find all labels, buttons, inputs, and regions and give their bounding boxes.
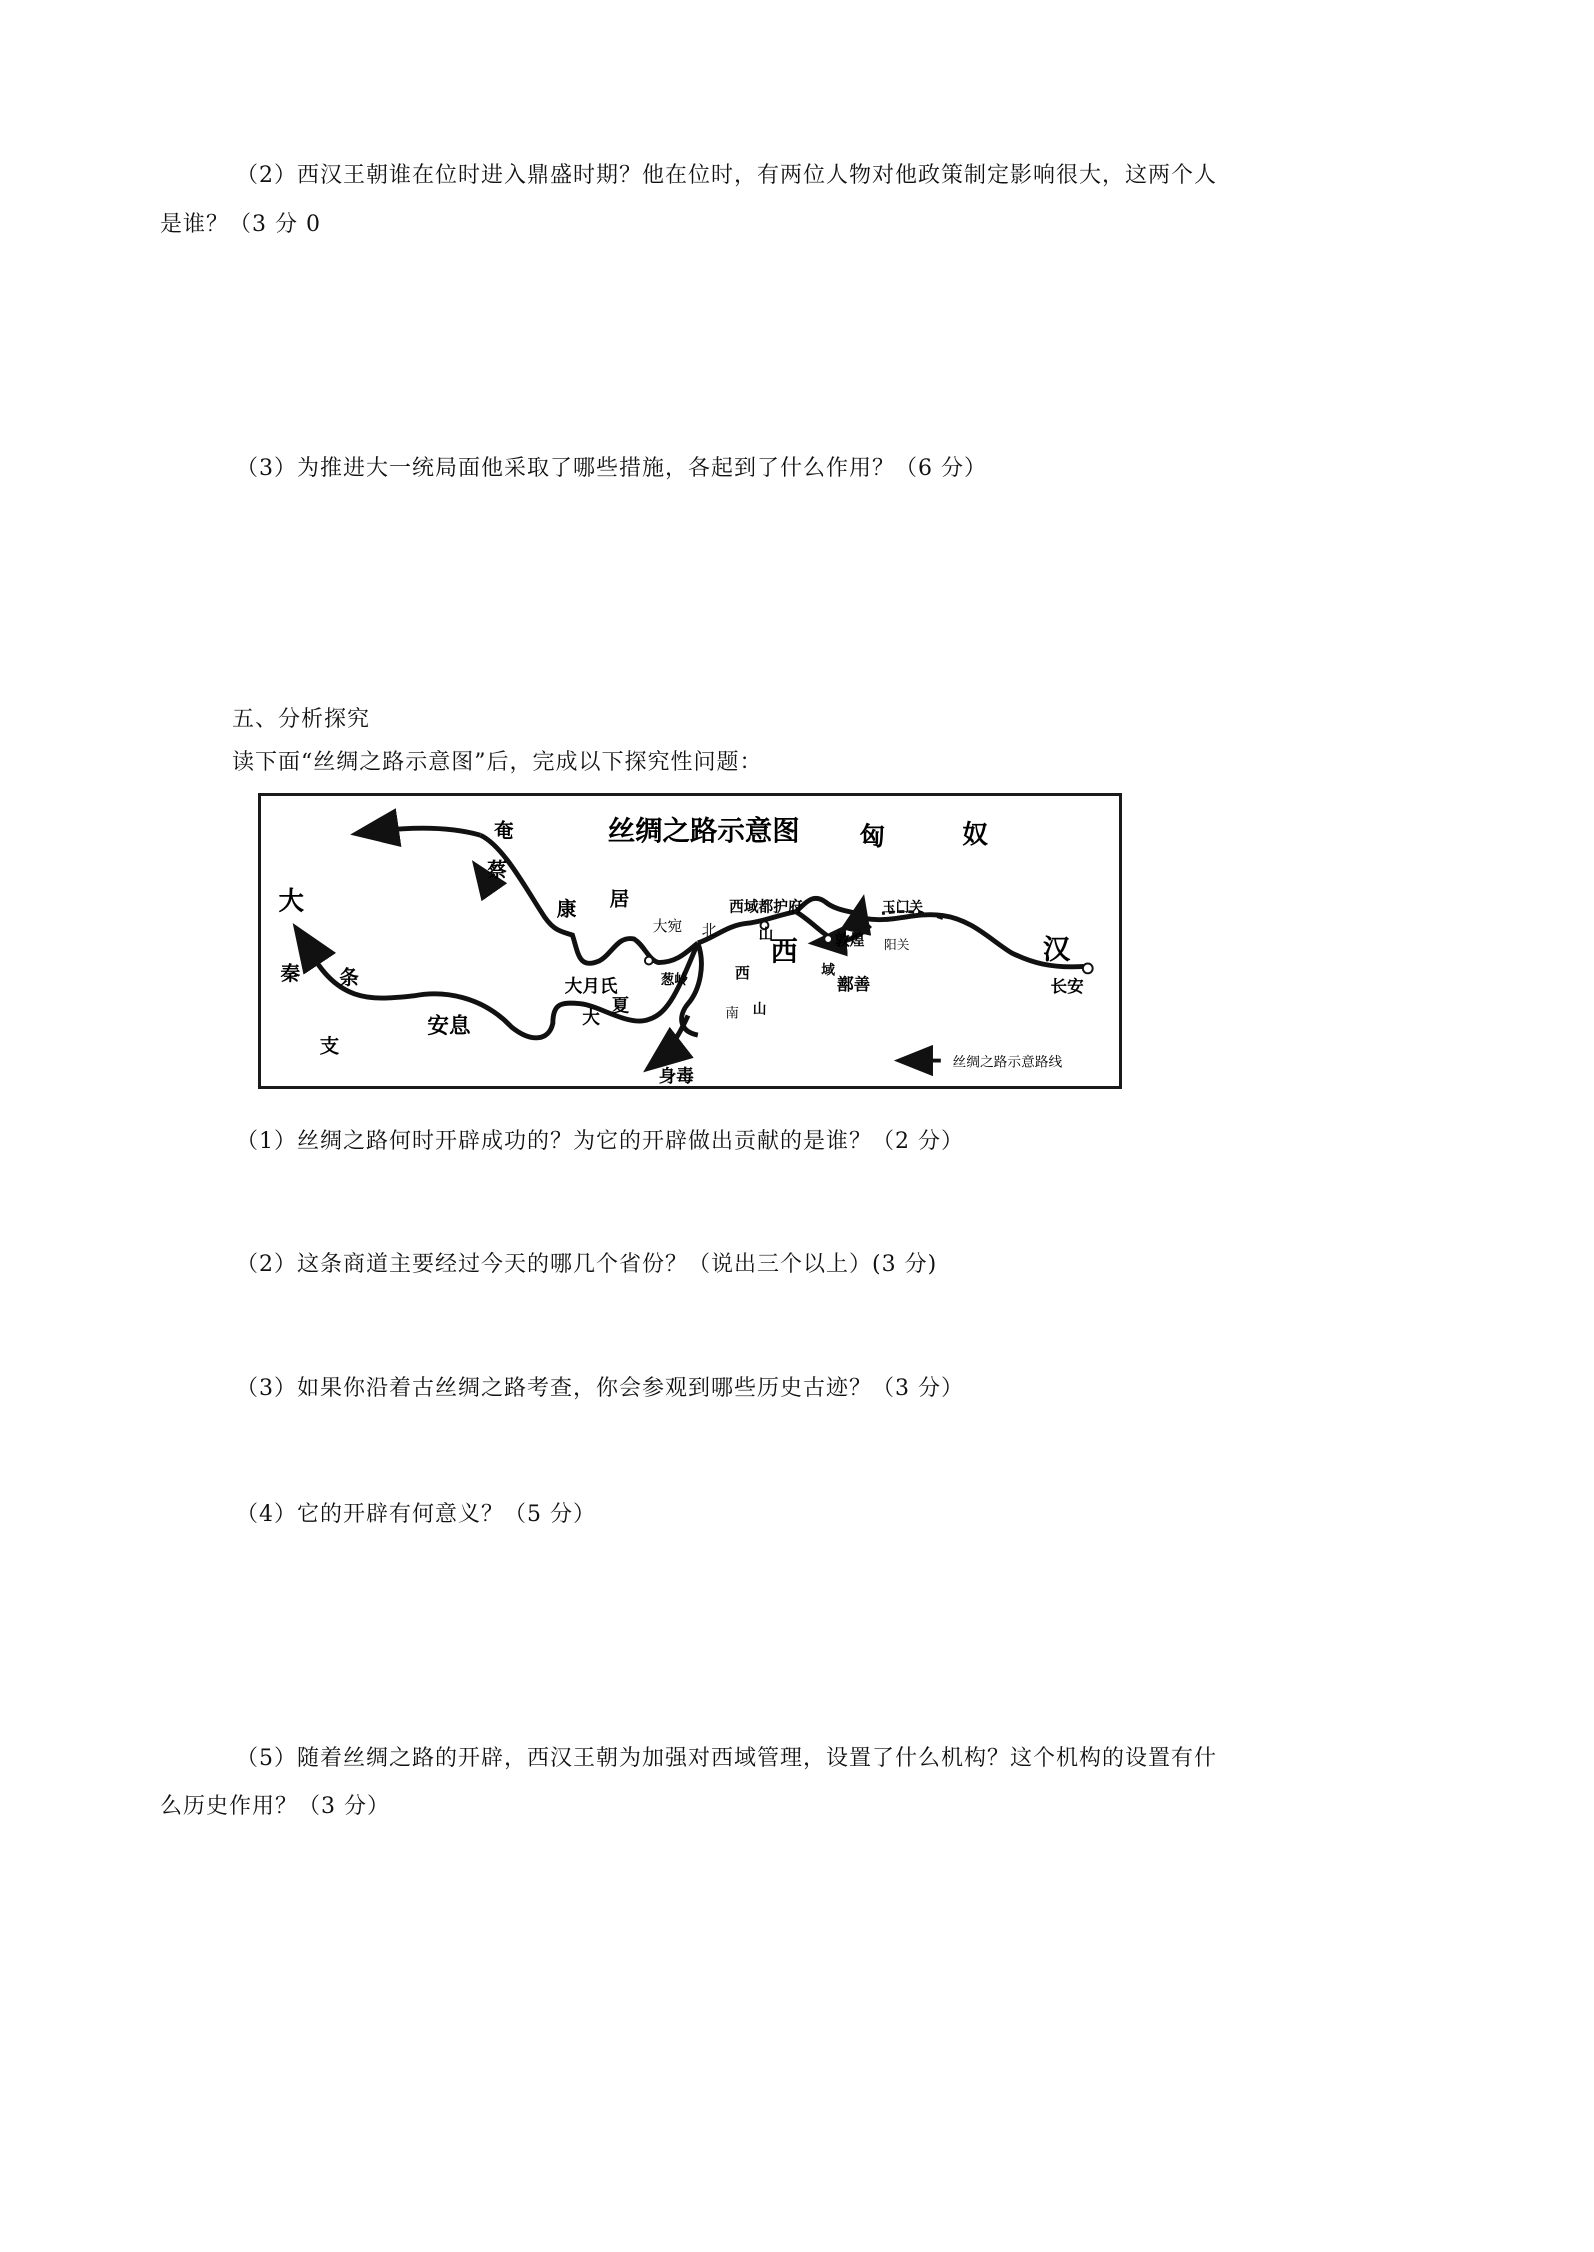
question-2-line-2: 是谁？（3 分 0: [160, 212, 321, 237]
label-da-qin-1: 大: [278, 886, 304, 917]
question-2-line-1: （2）西汉王朝谁在位时进入鼎盛时期？他在位时，有两位人物对他政策制定影响很大，这两个人: [236, 163, 1218, 188]
sub-question-5-line-1: （5）随着丝绸之路的开辟，西汉王朝为加强对西域管理，设置了什么机构？这个机构的设置有什: [236, 1746, 1218, 1771]
label-zhi: 支: [319, 1034, 340, 1058]
route-north-middle: [480, 835, 698, 963]
label-xiyu-duhu: 西域都护府: [729, 898, 803, 916]
legend-text: 丝绸之路示意路线: [952, 1054, 1063, 1071]
label-shan: 山: [758, 926, 774, 944]
label-anxi: 安息: [427, 1014, 471, 1040]
label-dayuan: 大宛: [652, 918, 683, 936]
label-yu: 域: [821, 962, 835, 979]
label-yangguan: 阳关: [883, 937, 910, 953]
label-changan: 长安: [1050, 976, 1084, 996]
section-heading: 五、分析探究: [232, 707, 371, 732]
label-han: 汉: [1042, 934, 1071, 966]
label-yan: 奄: [494, 819, 514, 843]
label-shanshan: 鄯善: [836, 974, 871, 994]
label-nan-shan: 山: [752, 1001, 767, 1018]
label-kang: 康: [556, 897, 577, 921]
sub-question-3: （3）如果你沿着古丝绸之路考查，你会参观到哪些历史古迹？（3 分）: [236, 1376, 964, 1401]
silk-road-map: [258, 793, 1122, 1089]
section-intro: 读下面“丝绸之路示意图”后，完成以下探究性问题：: [232, 750, 763, 775]
label-xi-small: 西: [735, 965, 750, 983]
label-xiongnu-1: 匈: [859, 821, 885, 852]
label-daxia-1: 大: [582, 1008, 600, 1029]
map-title: 丝绸之路示意图: [607, 816, 800, 848]
marker-dayuan: [645, 957, 653, 965]
label-shendu: 身毒: [658, 1067, 694, 1086]
route-junction: [796, 898, 865, 915]
label-ju: 居: [609, 887, 630, 911]
route-to-shendu: [651, 1015, 688, 1066]
label-tiao: 条: [339, 966, 359, 990]
sub-question-4: （4）它的开辟有何意义？（5 分）: [236, 1502, 596, 1527]
label-nan: 南: [725, 1005, 739, 1022]
route-south-west: [306, 943, 698, 1038]
label-cai: 蔡: [487, 858, 507, 882]
label-dunhuang: 敦煌: [835, 931, 865, 949]
label-xi-big: 西: [770, 936, 798, 968]
label-da-qin-2: 秦: [280, 962, 301, 986]
route-arrow-daqin: [298, 931, 306, 943]
marker-changan: [1083, 964, 1093, 974]
question-3: （3）为推进大一统局面他采取了哪些措施，各起到了什么作用？（6 分）: [236, 456, 987, 481]
label-bei: 北: [701, 922, 717, 940]
label-xiongnu-2: 奴: [962, 820, 988, 851]
sub-question-5-line-2: 么历史作用？（3 分）: [160, 1794, 390, 1819]
route-north-west: [360, 828, 481, 835]
marker-dunhuang: [824, 935, 832, 943]
sub-question-2: （2）这条商道主要经过今天的哪几个省份？（说出三个以上）(3 分): [236, 1252, 938, 1277]
sub-question-1: （1）丝绸之路何时开辟成功的？为它的开辟做出贡献的是谁？（2 分）: [236, 1129, 964, 1154]
label-yumenguan: 玉门关: [882, 899, 924, 916]
label-daxia-2: 夏: [611, 996, 630, 1017]
label-dayuezhi: 大月氏: [564, 976, 618, 997]
label-congling: 葱岭: [660, 972, 689, 989]
